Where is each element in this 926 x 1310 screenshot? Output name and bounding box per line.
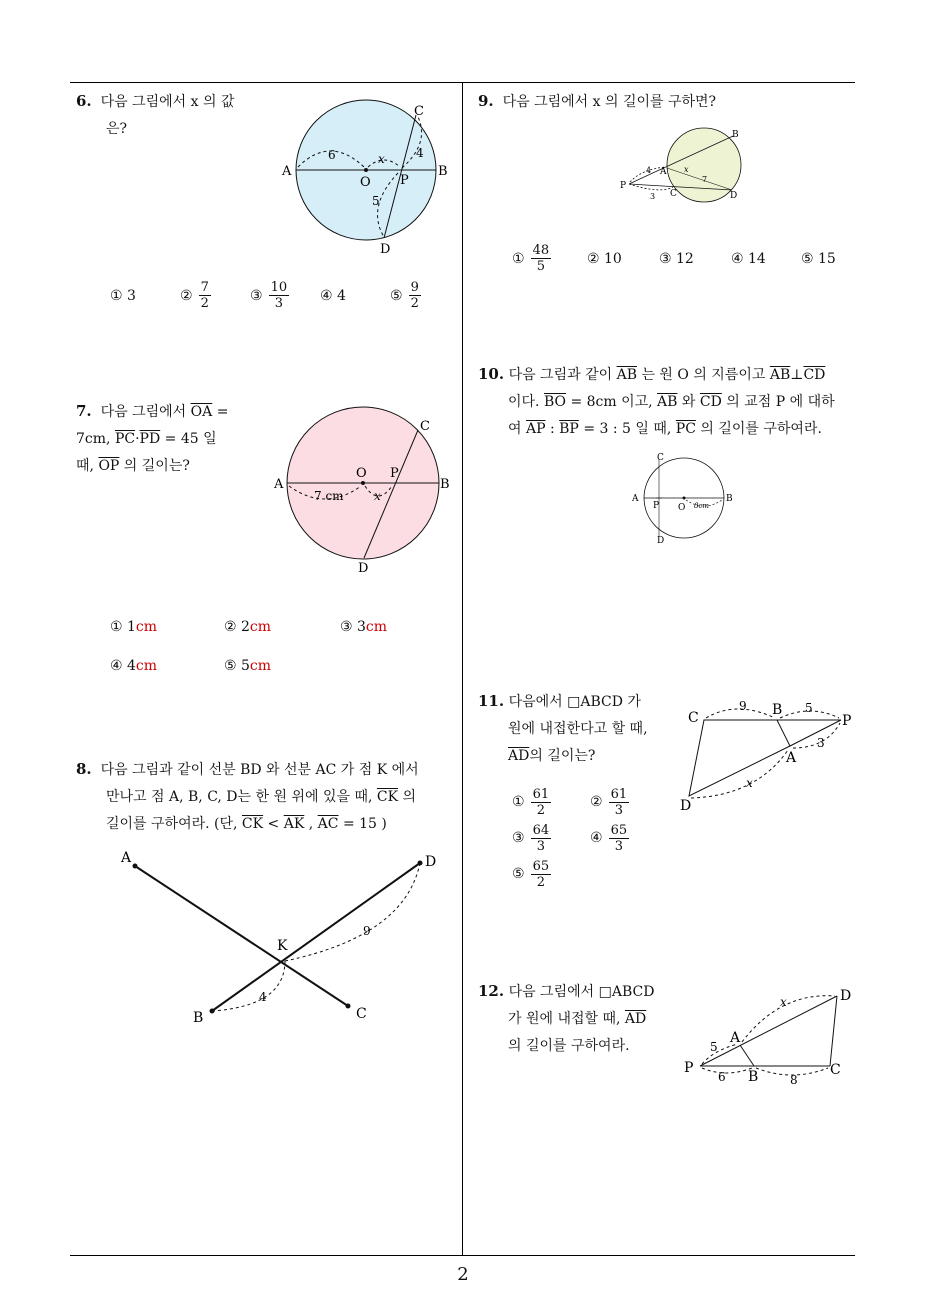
q8-label-c: C (356, 1006, 367, 1022)
q7-label-p: P (390, 466, 399, 481)
q9-label-b: B (732, 130, 739, 140)
q9-label-p: P (620, 181, 627, 191)
q8-label-k: K (277, 938, 288, 954)
q11-number: 11. (478, 692, 505, 710)
q11-ad: $\overline{AD}$ (508, 748, 530, 764)
q8-number: 8. (76, 760, 92, 778)
q10-ab: $\overline{AB}$ (616, 367, 637, 383)
q12-label-8: 8 (790, 1073, 798, 1087)
q8-ac: $\overline{AC}$ (317, 816, 339, 832)
q10-cd: $\overline{CD}$ (803, 367, 826, 383)
q6-label-4: 4 (416, 146, 424, 160)
q10-label-a: A (632, 494, 639, 504)
q12-text-line1: 다음 그림에서 □ABCD (508, 984, 655, 1000)
q6-choices (110, 280, 450, 311)
q6-label-6: 6 (328, 148, 336, 162)
page-number: 2 (457, 1264, 469, 1285)
question-11 (478, 688, 668, 770)
q9-figure (620, 124, 750, 206)
q11-label-a: A (786, 750, 797, 766)
q8-label-d: D (425, 854, 437, 870)
q8-ck2: $\overline{CK}$ (241, 816, 264, 832)
q10-label-b: B (726, 494, 733, 504)
q10-text-3a: 여 (508, 421, 522, 437)
q10-perp: ⊥ (790, 367, 804, 383)
q9-text: 다음 그림에서 x 의 길이를 구하면? (502, 94, 717, 110)
q10-text-3c: 의 길이를 구하여라. (700, 421, 822, 437)
q11-choice-3[interactable]: ③ $\frac{64}{3}$ (512, 822, 550, 854)
q12-label-x: x (780, 995, 787, 1009)
q7-label-c: C (420, 419, 430, 434)
q11-choice-5[interactable]: ⑤ $\frac{65}{2}$ (512, 858, 550, 890)
q6-choice-1[interactable]: ① 3 (110, 287, 136, 304)
q7-label-a: A (274, 477, 284, 492)
q8-figure (115, 846, 455, 1031)
q8-text-line1: 다음 그림과 같이 선분 BD 와 선분 AC 가 점 K 에서 (100, 762, 419, 778)
q11-text-line2: 원에 내접한다고 할 때, (508, 721, 648, 737)
q7-label-7cm: 7 cm (314, 489, 344, 503)
q11-label-p: P (842, 713, 852, 729)
question-9 (478, 88, 858, 116)
q10-text-2a: 이다. (508, 394, 540, 410)
q9-choice-5[interactable]: ⑤ 15 (801, 250, 836, 267)
q10-ab3: $\overline{AB}$ (657, 394, 678, 410)
q12-label-p: P (684, 1060, 694, 1076)
question-8 (76, 756, 460, 838)
q8-comma: , (308, 816, 314, 832)
q10-ab2: $\overline{AB}$ (769, 367, 791, 383)
q7-number: 7. (76, 402, 92, 420)
bottom-rule (70, 1255, 855, 1256)
q7-text-line3: 의 길이는? (123, 458, 190, 474)
q7-text-line2: = 45 일 (164, 431, 217, 447)
q11-label-x: x (746, 776, 753, 790)
q10-figure (628, 450, 740, 546)
q6-choice-2[interactable]: ② $\frac{7}{2}$ (180, 280, 209, 311)
q7-label-x: x (374, 489, 381, 503)
q7-choice-4[interactable]: ④ 4cm (110, 658, 158, 674)
q12-number: 12. (478, 982, 505, 1000)
q7-text-line1: 다음 그림에서 (100, 404, 187, 420)
q11-choice-1[interactable]: ① $\frac{61}{2}$ (512, 786, 550, 818)
q9-number: 9. (478, 92, 494, 110)
q10-text-3b: = 3 : 5 일 때, (583, 421, 672, 437)
q8-ck: $\overline{CK}$ (376, 789, 399, 805)
q8-ak: $\overline{AK}$ (283, 816, 305, 832)
question-7 (76, 398, 266, 480)
q12-text-line3: 의 길이를 구하여라. (508, 1038, 630, 1054)
q8-label-a: A (121, 850, 132, 866)
q11-label-9: 9 (739, 699, 747, 713)
question-12 (478, 978, 668, 1060)
q9-choice-4[interactable]: ④ 14 (731, 250, 766, 267)
q9-label-x: x (684, 165, 689, 174)
q10-label-p: P (653, 501, 660, 511)
q10-number: 10. (478, 365, 505, 383)
q11-choice-2[interactable]: ② $\frac{61}{3}$ (590, 786, 628, 818)
column-divider (462, 83, 463, 1255)
q9-label-d: D (730, 191, 738, 201)
q12-label-5: 5 (710, 1040, 718, 1054)
q10-pc: $\overline{PC}$ (675, 421, 696, 437)
q10-label-c: C (657, 453, 664, 463)
q8-label-4: 4 (259, 990, 267, 1004)
question-6 (76, 88, 276, 143)
q12-figure (680, 984, 850, 1088)
q6-figure (270, 95, 460, 265)
q10-label-o: O (678, 503, 686, 513)
q8-ac-eq: = 15 ) (342, 816, 387, 832)
q7-pd: $\overline{PD}$ (139, 431, 161, 447)
q12-text-line2: 가 원에 내접할 때, (508, 1011, 621, 1027)
q6-label-x: x (378, 152, 385, 166)
q7-pc: $\overline{PC}$ (114, 431, 136, 447)
q10-cd2: $\overline{CD}$ (699, 394, 722, 410)
q9-choice-1[interactable]: ① $\frac{48}{5}$ (512, 243, 550, 274)
q7-eq: = (216, 404, 229, 420)
q9-choices (512, 243, 851, 274)
q8-ui: 의 (402, 789, 417, 805)
q12-label-d: D (840, 988, 852, 1004)
q6-choice-4[interactable]: ④ 4 (320, 287, 346, 304)
q11-label-d: D (680, 798, 692, 814)
q6-label-o: O (360, 175, 371, 190)
q7-ttae: 때, (76, 458, 94, 474)
q7-choice-1[interactable]: ① 1cm (110, 619, 158, 635)
q10-colon: : (549, 421, 555, 437)
q11-label-5: 5 (805, 701, 813, 715)
q10-text-2c: 와 (681, 394, 696, 410)
q8-label-9: 9 (363, 924, 371, 938)
q7-label-b: B (440, 477, 450, 492)
q8-text-line2: 만나고 점 A, B, C, D는 한 원 위에 있을 때, (106, 789, 373, 805)
q9-label-3: 3 (650, 192, 656, 201)
q10-label-8cm: 8cm (694, 502, 710, 510)
q7-7cm: 7cm, (76, 431, 111, 447)
q10-ap: $\overline{AP}$ (525, 421, 546, 437)
q11-text-line3: 의 길이는? (529, 748, 596, 764)
q9-label-7: 7 (702, 175, 708, 184)
q6-choice-5[interactable]: ⑤ $\frac{9}{2}$ (390, 280, 419, 311)
q11-choices (512, 784, 672, 892)
q7-label-o: O (356, 466, 367, 481)
q11-text-line1: 다음에서 □ABCD 가 (508, 694, 641, 710)
q7-choice-2[interactable]: ② 2cm (224, 619, 272, 635)
q9-choice-2[interactable]: ② 10 (587, 250, 622, 267)
q6-text-line1: 다음 그림에서 x 의 값 (100, 94, 235, 110)
q6-label-a: A (282, 164, 292, 179)
q7-dot: · (135, 431, 140, 447)
q12-label-6: 6 (718, 1070, 726, 1084)
q9-choice-3[interactable]: ③ 12 (659, 250, 694, 267)
q6-label-p: P (400, 173, 409, 188)
q7-oa: $\overline{OA}$ (190, 404, 213, 420)
q7-choices (110, 608, 450, 686)
q11-label-c: C (688, 710, 699, 726)
q7-choice-3[interactable]: ③ 3cm (340, 619, 388, 635)
q7-label-d: D (358, 561, 369, 576)
q12-label-c: C (830, 1062, 841, 1078)
q10-text-2d: 의 교점 P 에 대하 (726, 394, 835, 410)
q10-bo: $\overline{BO}$ (543, 394, 566, 410)
q10-text-1a: 다음 그림과 같이 (508, 367, 613, 383)
q7-choice-5[interactable]: ⑤ 5cm (224, 658, 272, 674)
q6-label-5: 5 (372, 194, 380, 208)
q12-label-b: B (748, 1069, 759, 1085)
q11-label-b: B (772, 702, 783, 718)
q10-bp: $\overline{BP}$ (559, 421, 579, 437)
q12-ad: $\overline{AD}$ (624, 1011, 647, 1027)
q12-label-a: A (730, 1030, 741, 1046)
q9-label-4: 4 (646, 166, 652, 175)
q6-number: 6. (76, 92, 92, 110)
q6-choice-3[interactable]: ③ $\frac{10}{3}$ (250, 280, 288, 311)
q7-op: $\overline{OP}$ (98, 458, 120, 474)
q6-label-d: D (380, 242, 391, 257)
q10-text-2b: = 8cm 이고, (570, 394, 653, 410)
q6-text-line2: 은? (106, 121, 128, 137)
q10-label-d: D (657, 536, 665, 546)
q6-label-b: B (438, 164, 448, 179)
q8-text-line3: 길이를 구하여라. (단, (106, 816, 238, 832)
q11-figure (676, 696, 860, 818)
q9-label-a: A (660, 167, 667, 177)
question-10 (478, 361, 862, 443)
q11-choice-4[interactable]: ④ $\frac{65}{3}$ (590, 822, 628, 854)
q11-label-3: 3 (817, 736, 825, 750)
q8-lt: < (267, 816, 280, 832)
q8-label-b: B (193, 1010, 204, 1026)
q9-label-c: C (670, 189, 677, 199)
q7-figure (270, 410, 460, 580)
q6-label-c: C (414, 104, 424, 119)
q10-text-1b: 는 원 O 의 지름이고 (641, 367, 766, 383)
